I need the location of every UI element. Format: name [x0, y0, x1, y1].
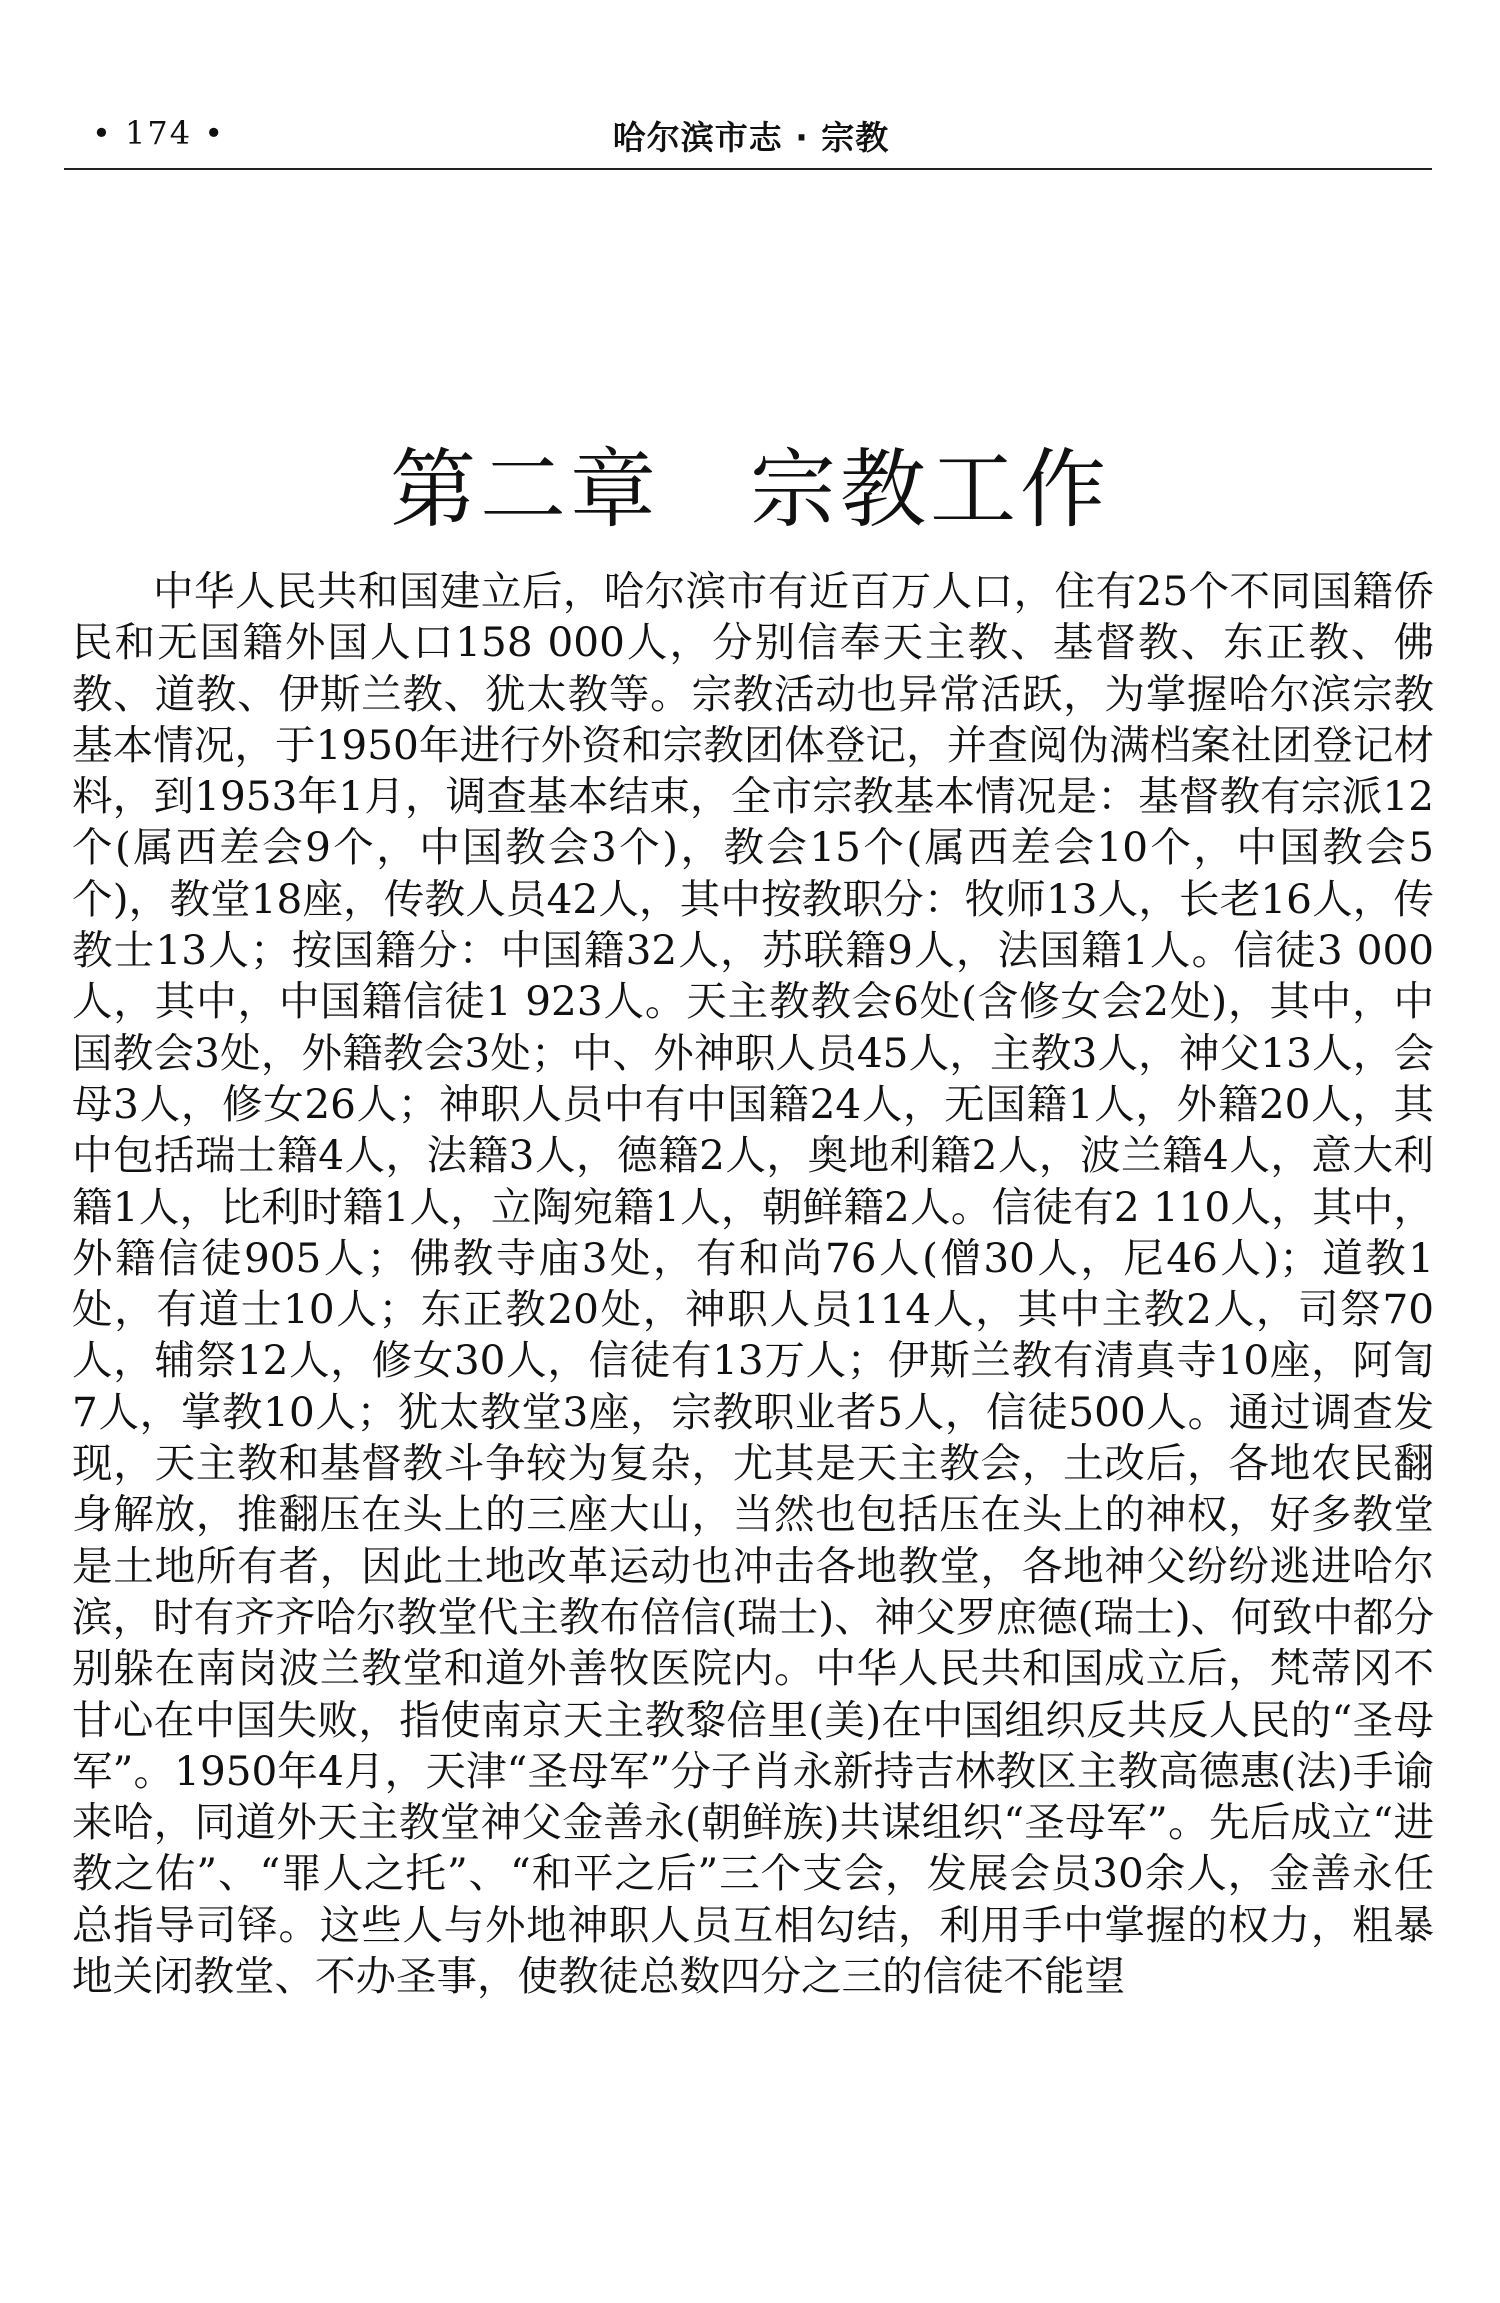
- header-rule: [64, 168, 1432, 170]
- running-header: [70, 108, 1432, 164]
- book-title: 哈尔滨市志 · 宗教: [612, 118, 890, 157]
- page-number: • 174 •: [92, 114, 226, 152]
- body-paragraph: 中华人民共和国建立后，哈尔滨市有近百万人口，住有25个不同国籍侨民和无国籍外国人口158 000人，分别信奉天主教、基督教、东正教、佛教、道教、伊斯兰教、犹太教等。宗教活动也异常活跃，为掌握哈尔滨宗教基本情况，于1950年进行外资和宗教团体登记，并查阅伪满档案社团登记材料，到1953年1月，调查基本结束，全市宗教基本情况是：基督教有宗派12个(属西差会9个，中国教会3个)，教会15个(属西差会10个，中国教会5个)，教堂18座，传教人员42人，其中按教职分：牧师13人，长老16人，传教士13人；按国籍分：中国籍32人，苏联籍9人，法国籍1人。信徒3 000人，其中，中国籍信徒1 923人。天主教教会6处(含修女会2处)，其中，中国教会3处，外籍教会3处；中、外神职人员45人，主教3人，神父13人，会母3人，修女26人；神职人员中有中国籍24人，无国籍1人，外籍20人，其中包括瑞士籍4人，法籍3人，德籍2人，奥地利籍2人，波兰籍4人，意大利籍1人，比利时籍1人，立陶宛籍1人，朝鲜籍2人。信徒有2 110人，其中，外籍信徒905人；佛教寺庙3处，有和尚76人(僧30人，尼46人)；道教1处，有道士10人；东正教20处，神职人员114人，其中主教2人，司祭70人，辅祭12人，修女30人，信徒有13万人；伊斯兰教有清真寺10座，阿訇7人，掌教10人；犹太教堂3座，宗教职业者5人，信徒500人。通过调查发现，天主教和基督教斗争较为复杂，尤其是天主教会，土改后，各地农民翻身解放，推翻压在头上的三座大山，当然也包括压在头上的神权，好多教堂是土地所有者，因此土地改革运动也冲击各地教堂，各地神父纷纷逃进哈尔滨，时有齐齐哈尔教堂代主教布倍信(瑞士)、神父罗庶德(瑞士)、何致中都分别躲在南岗波兰教堂和道外善牧医院内。中华人民共和国成立后，梵蒂冈不甘心在中国失败，指使南京天主教黎倍里(美)在中国组织反共反人民的“圣母军”。1950年4月，天津“圣母军”分子肖永新持吉林教区主教高德惠(法)手谕来哈，同道外天主教堂神父金善永(朝鲜族)共谋组织“圣母军”。先后成立“进教之佑”、“罪人之托”、“和平之后”三个支会，发展会员30余人，金善永任总指导司铎。这些人与外地神职人员互相勾结，利用手中掌握的权力，粗暴地关闭教堂、不办圣事，使教徒总数四分之三的信徒不能望: [72, 567, 1434, 2001]
- chapter-title: 第二章 宗教工作: [390, 439, 1110, 540]
